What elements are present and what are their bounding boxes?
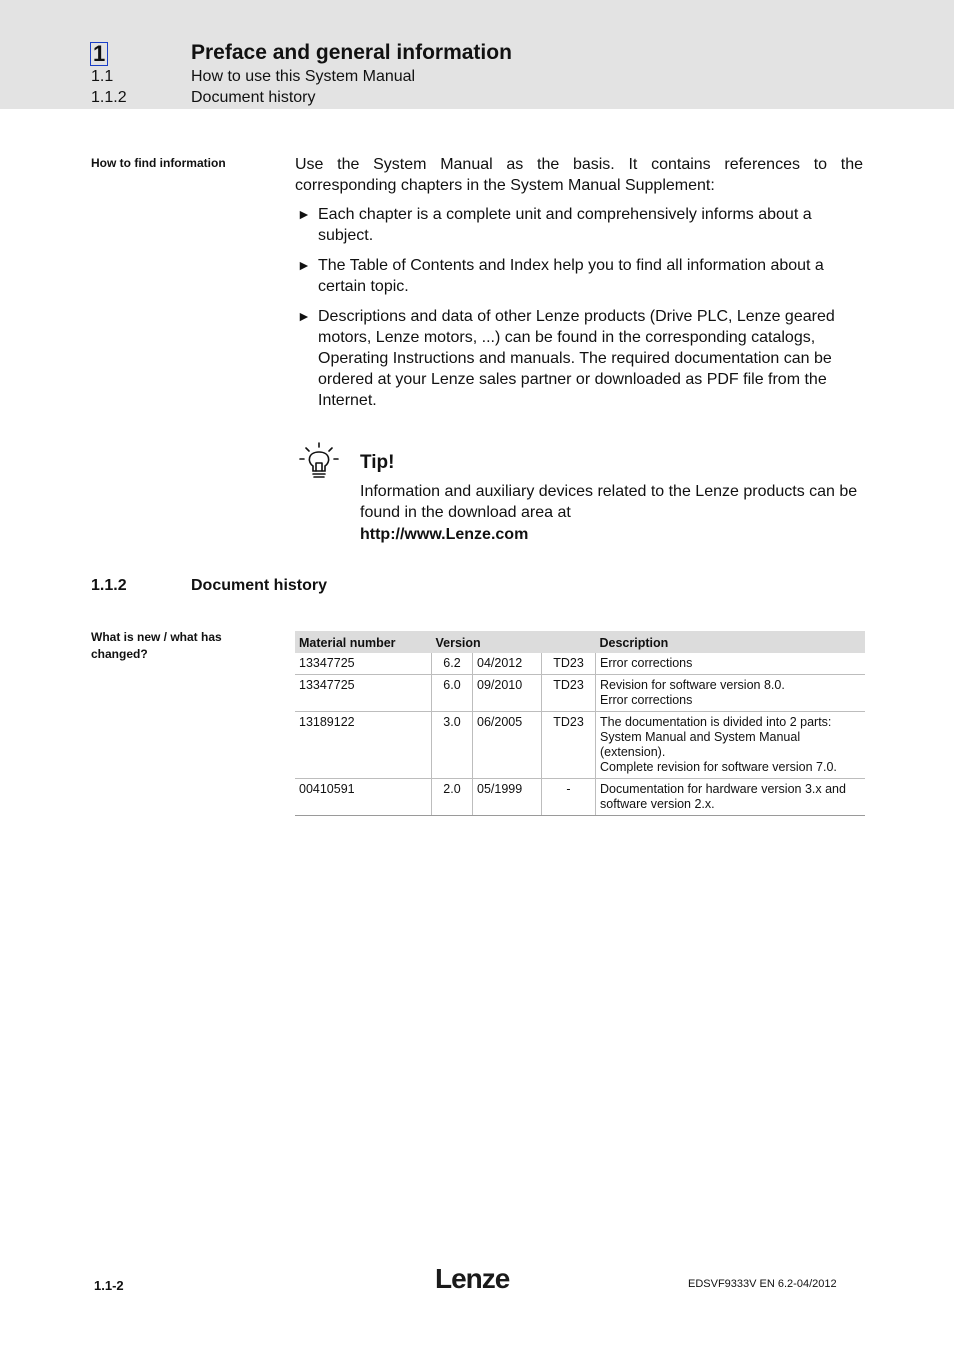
bullet-text: The Table of Contents and Index help you to find all information about a certain topic. xyxy=(318,257,824,295)
document-id: EDSVF9333V EN 6.2-04/2012 xyxy=(688,1278,837,1290)
intro-paragraph: Use the System Manual as the basis. It contains references to the corresponding chapters in the System Manual Supplement: xyxy=(295,156,863,194)
cell-material: 13347725 xyxy=(295,653,432,675)
info-bullet-list xyxy=(295,204,863,420)
cell-description: Documentation for hardware version 3.x and software version 2.x. xyxy=(596,779,866,816)
document-history-table xyxy=(295,631,865,816)
subsection-2-number: 1.1.2 xyxy=(91,89,127,106)
cell-date: 05/1999 xyxy=(473,779,542,816)
arrow-bullet-icon: ► xyxy=(297,206,311,222)
header-version: Version xyxy=(432,631,596,653)
cell-date: 09/2010 xyxy=(473,675,542,712)
cell-td: TD23 xyxy=(542,712,596,779)
bullet-item xyxy=(295,255,863,297)
header-material-number: Material number xyxy=(295,631,432,653)
arrow-bullet-icon: ► xyxy=(297,308,311,324)
table-header-row xyxy=(295,631,865,653)
section-title: Document history xyxy=(191,577,328,594)
tip-title: Tip! xyxy=(360,452,395,473)
side-label-find-info: How to find information xyxy=(91,156,226,170)
bullet-item xyxy=(295,306,863,411)
lightbulb-icon xyxy=(298,440,340,482)
arrow-bullet-icon: ► xyxy=(297,257,311,273)
cell-material: 13189122 xyxy=(295,712,432,779)
subsection-1-title: How to use this System Manual xyxy=(191,68,416,85)
header-description: Description xyxy=(596,631,866,653)
lenze-logo: Lenze xyxy=(435,1263,510,1294)
cell-description: Revision for software version 8.0. Error corrections xyxy=(596,675,866,712)
cell-description: The documentation is divided into 2 parts: System Manual and System Manual (extension). Complete revision for software version 7.0. xyxy=(596,712,866,779)
table-row xyxy=(295,712,865,779)
tip-url-link[interactable]: http://www.Lenze.com xyxy=(360,526,529,543)
chapter-number: 1 xyxy=(90,42,108,66)
bullet-text: Each chapter is a complete unit and comprehensively informs about a subject. xyxy=(318,206,812,244)
cell-td: TD23 xyxy=(542,653,596,675)
cell-material: 00410591 xyxy=(295,779,432,816)
cell-td: - xyxy=(542,779,596,816)
table-row xyxy=(295,779,865,816)
subsection-1-number: 1.1 xyxy=(91,68,114,85)
table-row xyxy=(295,675,865,712)
cell-date: 06/2005 xyxy=(473,712,542,779)
table-row xyxy=(295,653,865,675)
cell-version: 6.0 xyxy=(432,675,473,712)
page-number: 1.1-2 xyxy=(94,1278,124,1293)
cell-version: 3.0 xyxy=(432,712,473,779)
section-number: 1.1.2 xyxy=(91,577,127,594)
side-label-whats-new: What is new / what has changed? xyxy=(91,630,222,661)
cell-material: 13347725 xyxy=(295,675,432,712)
tip-text: Information and auxiliary devices related to the Lenze products can be found in the download area at xyxy=(360,483,858,521)
bullet-text: Descriptions and data of other Lenze products (Drive PLC, Lenze geared motors, Lenze motors, ...) can be found in the corresponding catalogs, Operating Instructions and manuals. The required documentation can be ordered at your Lenze sales partner or downloaded as PDF file from the Internet. xyxy=(318,308,835,409)
cell-version: 2.0 xyxy=(432,779,473,816)
cell-version: 6.2 xyxy=(432,653,473,675)
cell-td: TD23 xyxy=(542,675,596,712)
bullet-item xyxy=(295,204,863,246)
cell-description: Error corrections xyxy=(596,653,866,675)
cell-date: 04/2012 xyxy=(473,653,542,675)
subsection-2-title: Document history xyxy=(191,89,316,106)
chapter-title: Preface and general information xyxy=(191,41,512,64)
